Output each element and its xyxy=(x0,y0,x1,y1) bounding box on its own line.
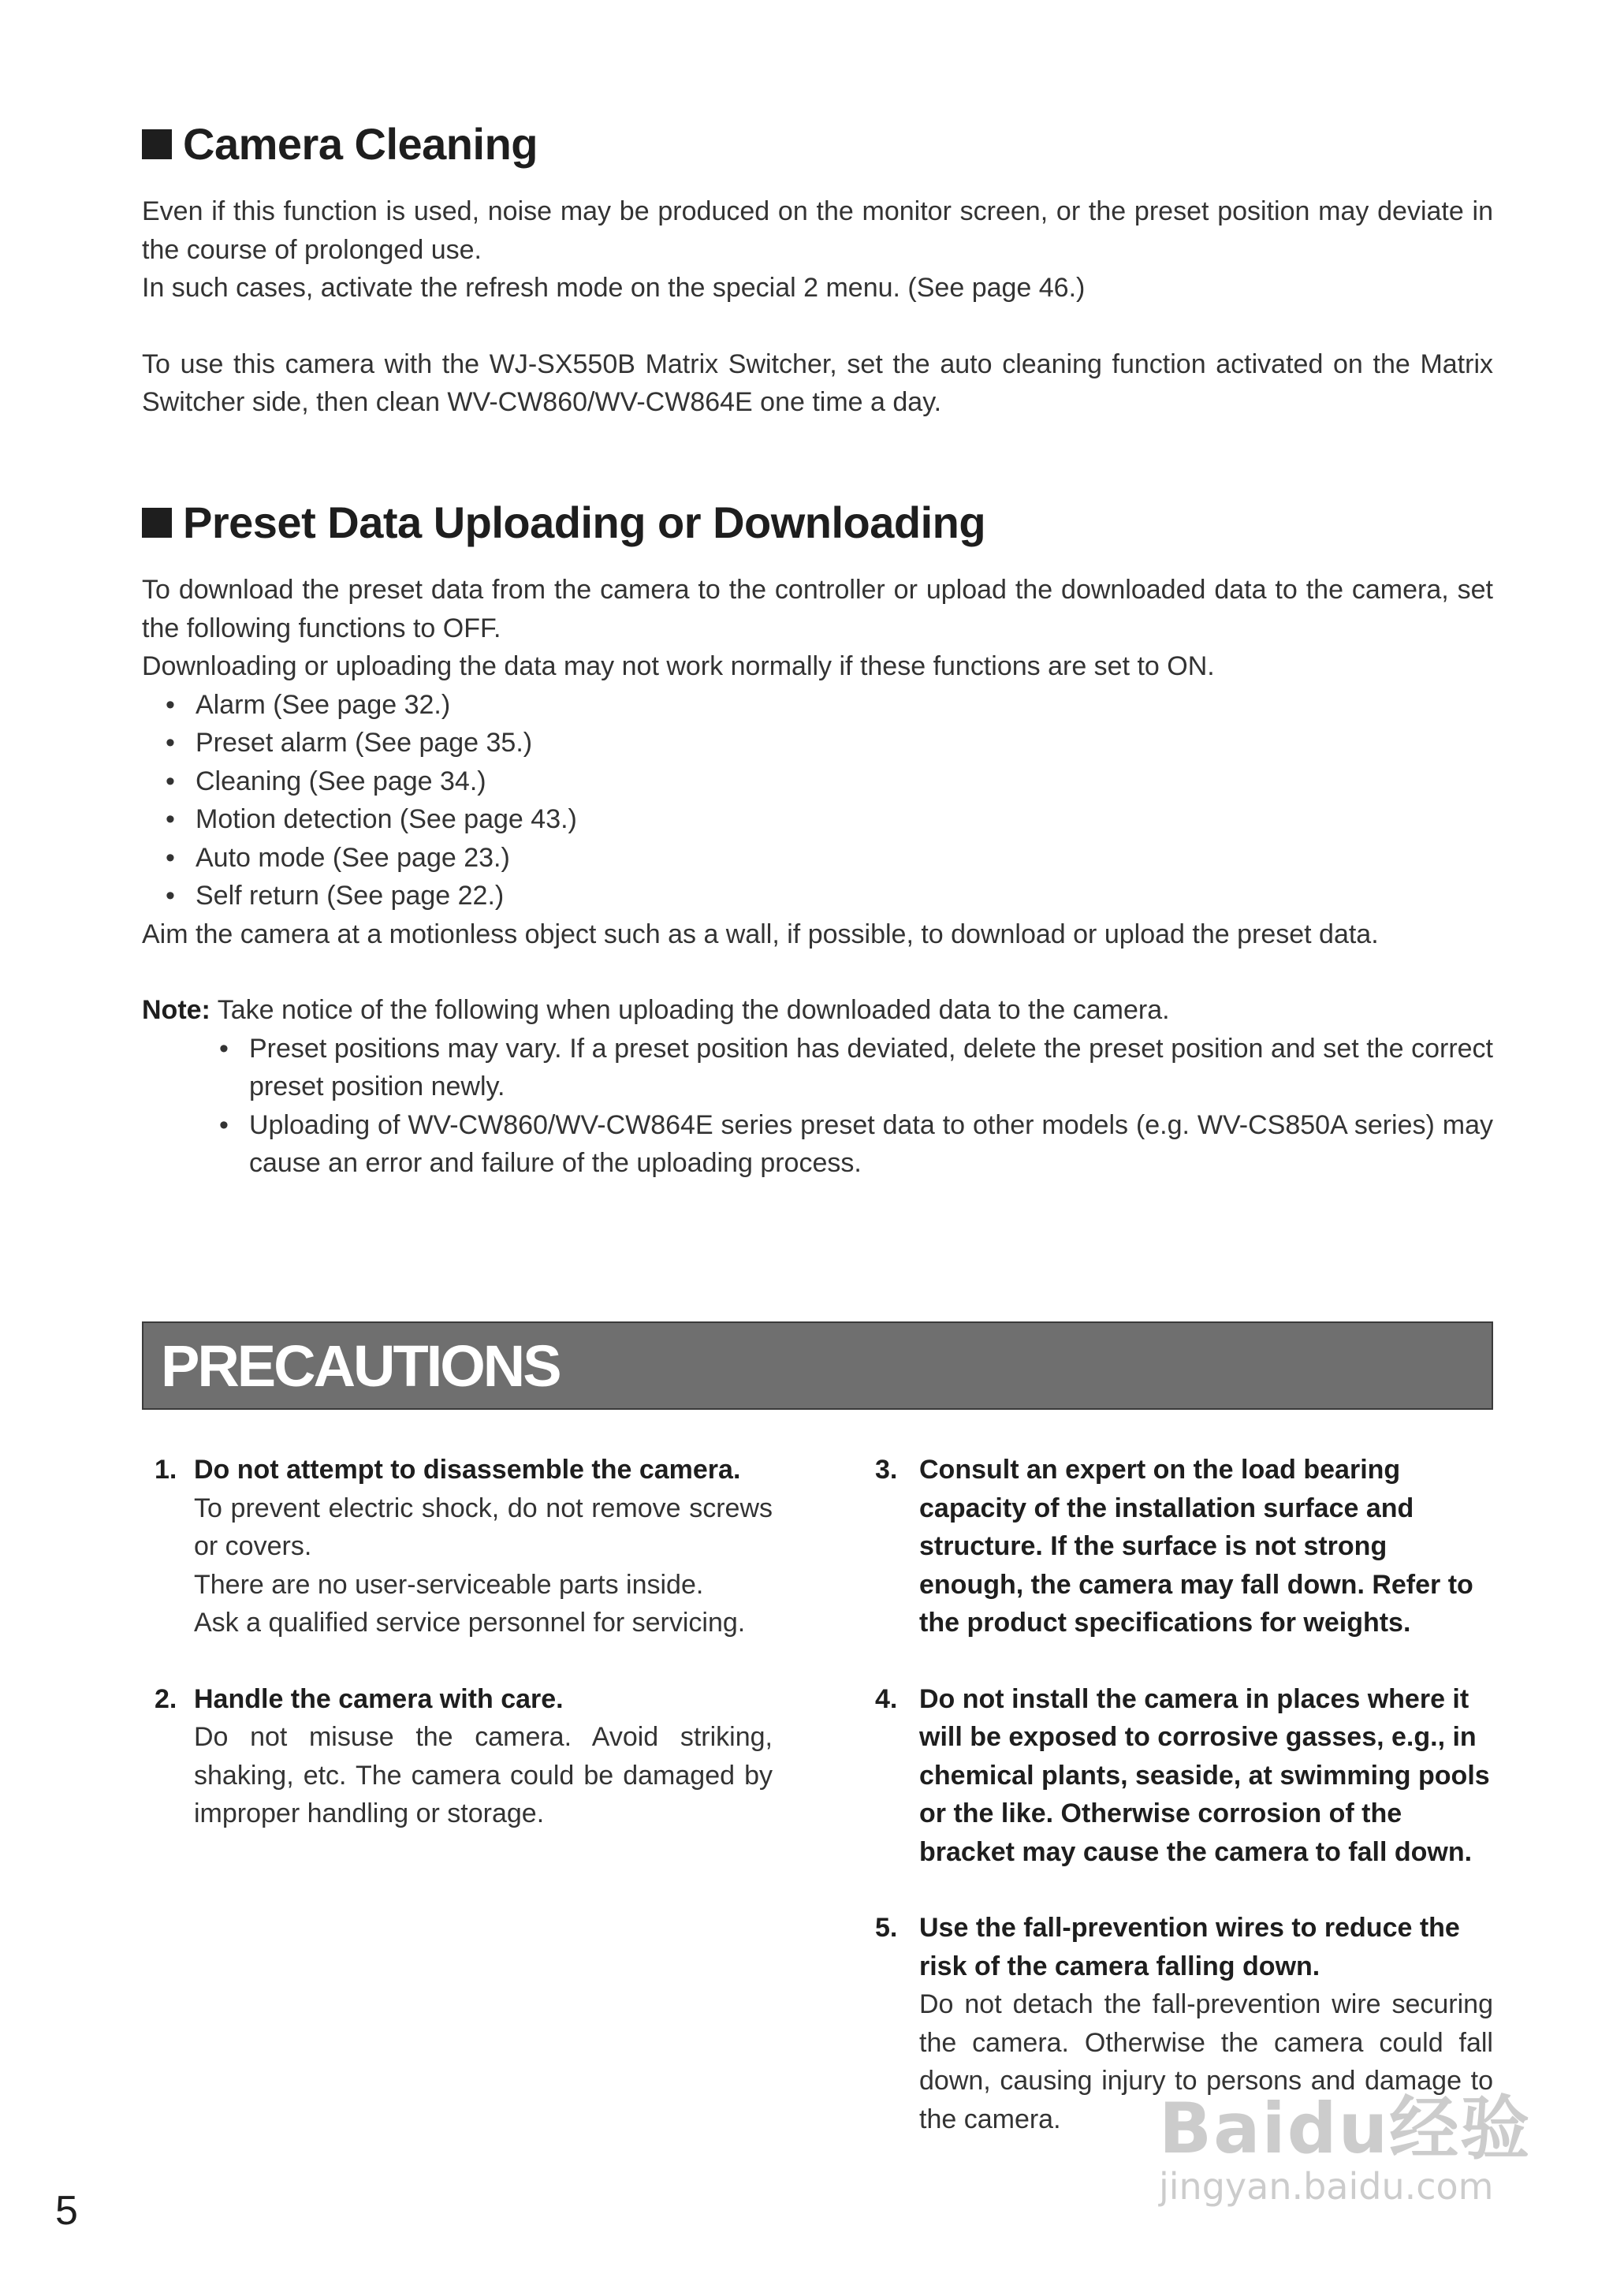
item-number: 4. xyxy=(875,1683,898,1714)
precautions-title: PRECAUTIONS xyxy=(161,1333,560,1399)
precaution-item xyxy=(875,1451,1493,1642)
item-title: Handle the camera with care. xyxy=(194,1683,564,1714)
note xyxy=(142,991,1493,1030)
item-body-line: Ask a qualified service personnel for servicing. xyxy=(194,1608,746,1638)
note-list xyxy=(142,1030,1493,1183)
list-item: • Preset positions may vary. If a preset position has deviated, delete the preset position and set the correct preset position newly. xyxy=(142,1030,1493,1106)
list-item: • Motion detection (See page 43.) xyxy=(142,800,1493,839)
item-body-line: There are no user-serviceable parts inside. xyxy=(194,1569,704,1600)
list-item: • Preset alarm (See page 35.) xyxy=(142,724,1493,762)
paragraph: To download the preset data from the camera to the controller or upload the downloaded data to the camera, set the following functions to OFF. xyxy=(142,575,1493,643)
item-number: 1. xyxy=(155,1455,177,1485)
list-item: • Auto mode (See page 23.) xyxy=(142,839,1493,878)
precaution-item xyxy=(155,1680,773,1833)
preset-data-body xyxy=(142,571,1493,1183)
function-list xyxy=(142,686,1493,915)
camera-cleaning-body xyxy=(142,192,1493,422)
watermark-url: jingyan.baidu.com xyxy=(1159,2165,1494,2208)
precaution-item xyxy=(875,1680,1493,1872)
paragraph: Even if this function is used, noise may be produced on the monitor screen, or the preset position may deviate in the course of prolonged use. xyxy=(142,196,1493,265)
note-label: Note: xyxy=(142,995,210,1025)
watermark-logo: Baidu经验 xyxy=(1159,2088,1532,2169)
paragraph: Aim the camera at a motionless object such as a wall, if possible, to download or upload the preset data. xyxy=(142,919,1379,949)
item-title: Consult an expert on the load bearing capacity of the installation surface and structure. If the surface is not strong enough, the camera may fall down. Refer to the product specifications for weights. xyxy=(919,1455,1473,1638)
item-number: 5. xyxy=(875,1913,898,1943)
preset-data-title: Preset Data Uploading or Downloading xyxy=(183,498,986,547)
precautions-banner xyxy=(142,1321,1493,1410)
camera-cleaning-title: Camera Cleaning xyxy=(183,119,538,169)
list-item: • Alarm (See page 32.) xyxy=(142,686,1493,725)
item-body-line: Do not misuse the camera. Avoid striking, shaking, etc. The camera could be damaged by improper handling or storage. xyxy=(194,1722,773,1828)
paragraph: To use this camera with the WJ-SX550B Matrix Switcher, set the auto cleaning function activated on the Matrix Switcher side, then clean WV-CW860/WV-CW864E one time a day. xyxy=(142,348,1493,417)
square-bullet-icon xyxy=(142,129,172,159)
page-number: 5 xyxy=(55,2188,78,2234)
item-number: 2. xyxy=(155,1683,177,1714)
list-item: • Self return (See page 22.) xyxy=(142,877,1493,915)
list-item: • Cleaning (See page 34.) xyxy=(142,762,1493,801)
item-body-line: To prevent electric shock, do not remove screws or covers. xyxy=(194,1493,773,1561)
camera-cleaning-heading xyxy=(142,118,538,170)
note-text: Take notice of the following when uploading the downloaded data to the camera. xyxy=(217,995,1170,1025)
list-item: • Uploading of WV-CW860/WV-CW864E series preset data to other models (e.g. WV-CS850A series) may cause an error and failure of the uploading process. xyxy=(142,1106,1493,1183)
precautions-left-column xyxy=(155,1451,773,1871)
watermark xyxy=(1159,2074,1531,2208)
precaution-item xyxy=(155,1451,773,1642)
item-title: Do not attempt to disassemble the camera. xyxy=(194,1455,741,1485)
item-title: Do not install the camera in places where it will be exposed to corrosive gasses, e.g., in chemical plants, seaside, at swimming pools or the like. Otherwise corrosion of the bracket may cause the camera to fall down. xyxy=(919,1683,1490,1867)
precautions-right-column xyxy=(875,1451,1493,2176)
preset-data-heading xyxy=(142,497,985,548)
item-number: 3. xyxy=(875,1455,898,1485)
paragraph: Downloading or uploading the data may not work normally if these functions are set to ON. xyxy=(142,651,1215,681)
item-body-line: Do not detach the fall-prevention wire securing the camera. Otherwise the camera could fall down, causing injury to persons and damage to the camera. xyxy=(919,1989,1493,2134)
square-bullet-icon xyxy=(142,508,172,538)
paragraph: In such cases, activate the refresh mode on the special 2 menu. (See page 46.) xyxy=(142,273,1086,303)
item-title: Use the fall-prevention wires to reduce the risk of the camera falling down. xyxy=(919,1913,1460,1981)
